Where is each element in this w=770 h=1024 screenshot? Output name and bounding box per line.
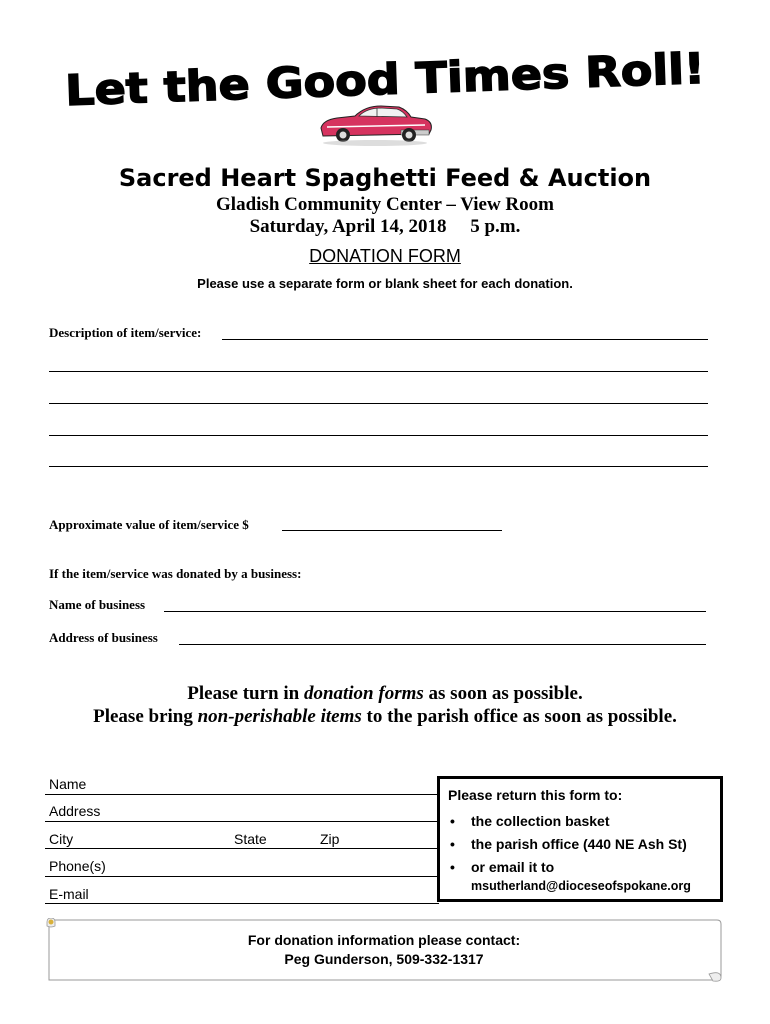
- description-label: Description of item/service:: [49, 325, 202, 340]
- phone-field[interactable]: [45, 876, 439, 877]
- form-instruction: Please use a separate form or blank sheet for each donation.: [197, 276, 573, 291]
- state-label: State: [234, 831, 267, 847]
- description-line-4[interactable]: [49, 435, 708, 436]
- return-heading: Please return this form to:: [448, 787, 623, 803]
- banner-text: Let the Good Times Roll!: [64, 45, 650, 116]
- phone-label: Phone(s): [49, 858, 106, 874]
- return-email-address[interactable]: msutherland@dioceseofspokane.org: [471, 879, 691, 893]
- event-date: Saturday, April 14, 2018 5 p.m.: [249, 216, 521, 237]
- description-line-2[interactable]: [49, 371, 708, 372]
- business-address-label: Address of business: [49, 630, 158, 645]
- address-label: Address: [49, 803, 101, 819]
- email-field[interactable]: [45, 903, 439, 904]
- donation-info-scroll: [45, 918, 723, 982]
- pin-icon: [49, 920, 54, 925]
- form-title: DONATION FORM: [309, 246, 461, 266]
- return-option-email: • or email it to: [448, 856, 687, 879]
- notice-line-1: Please turn in donation forms as soon as possible.: [187, 683, 583, 704]
- donation-info-line-2: Peg Gunderson, 509-332-1317: [284, 951, 484, 967]
- business-intro: If the item/service was donated by a business:: [49, 566, 302, 581]
- event-venue: Gladish Community Center – View Room: [216, 194, 554, 215]
- business-name-field[interactable]: [164, 611, 706, 612]
- description-line-3[interactable]: [49, 403, 708, 404]
- zip-label: Zip: [320, 831, 340, 847]
- value-field[interactable]: [282, 530, 502, 531]
- value-label: Approximate value of item/service $: [49, 517, 249, 532]
- donation-info-line-1: For donation information please contact:: [247, 932, 521, 948]
- address-field[interactable]: [45, 821, 439, 822]
- return-instructions-box: [437, 776, 723, 902]
- description-line-5[interactable]: [49, 466, 708, 467]
- return-option-basket: • the collection basket: [448, 810, 687, 833]
- return-options-list: [448, 810, 687, 879]
- email-label: E-mail: [49, 886, 89, 902]
- city-state-zip-field[interactable]: [45, 848, 439, 849]
- return-option-office: • the parish office (440 NE Ash St): [448, 833, 687, 856]
- notice-line-2: Please bring non-perishable items to the parish office as soon as possible.: [93, 706, 677, 727]
- classic-car-illustration: [315, 98, 435, 148]
- city-label: City: [49, 831, 74, 847]
- business-address-field[interactable]: [179, 644, 706, 645]
- event-title: Sacred Heart Spaghetti Feed & Auction: [118, 164, 652, 192]
- description-line-1[interactable]: [222, 339, 708, 340]
- name-field[interactable]: [45, 794, 439, 795]
- name-label: Name: [49, 776, 87, 792]
- business-name-label: Name of business: [49, 597, 146, 612]
